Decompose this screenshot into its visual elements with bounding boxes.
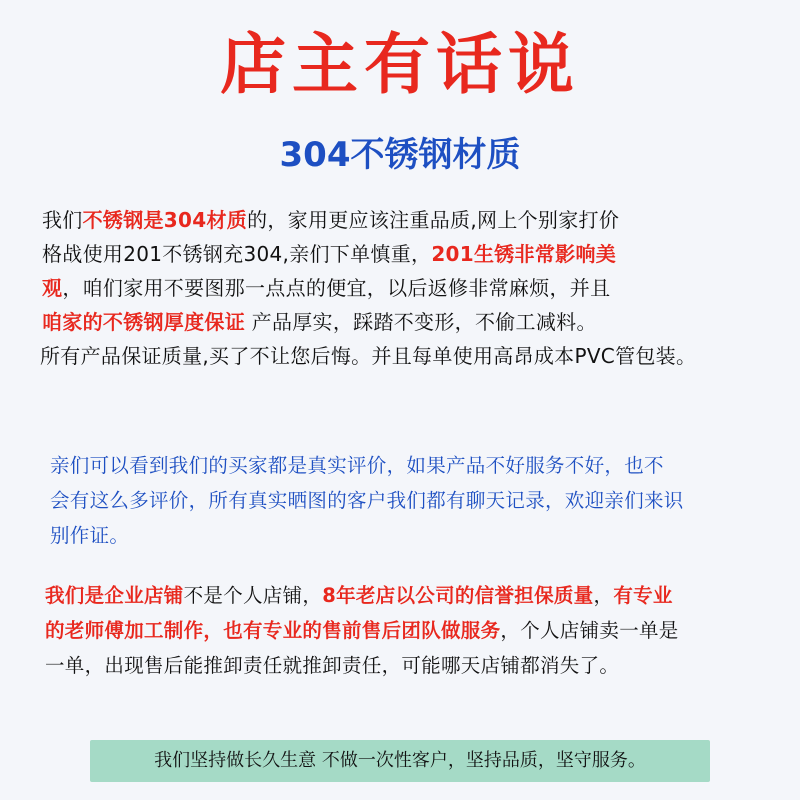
enterprise-line-1: 我们是企业店铺不是个人店铺，8年老店以公司的信誉担保质量，有专业 [45, 584, 673, 607]
reviews-paragraph [50, 448, 770, 553]
page-title: 店主有话说 [220, 26, 580, 103]
reviews-line-2: 会有这么多评价，所有真实晒图的客户我们都有聊天记录，欢迎亲们来识 [50, 489, 684, 512]
footer-banner: 我们坚持做长久生意 不做一次性客户，坚持品质，坚守服务。 [90, 740, 710, 782]
highlight-201: 201生锈非常影响美 [431, 242, 617, 266]
material-line-5: 所有产品保证质量,买了不让您后悔。并且每单使用高昂成本PVC管包装。 [40, 344, 697, 368]
material-line-4: 咱家的不锈钢厚度保证 产品厚实，踩踏不变形，不偷工减料。 [42, 310, 597, 334]
material-line-1: 我们不锈钢是304材质的，家用更应该注重品质,网上个别家打价 [42, 208, 620, 232]
reviews-line-1: 亲们可以看到我们的买家都是真实评价，如果产品不好服务不好，也不 [50, 454, 664, 477]
enterprise-line-3: 一单，出现售后能推卸责任就推卸责任，可能哪天店铺都消失了。 [45, 654, 620, 677]
highlight-304: 不锈钢是304材质 [82, 208, 248, 232]
enterprise-paragraph [45, 578, 775, 683]
material-paragraph [42, 203, 777, 373]
enterprise-line-2: 的老师傅加工制作，也有专业的售前售后团队做服务，个人店铺卖一单是 [45, 619, 679, 642]
highlight-thickness: 咱家的不锈钢厚度保证 [42, 310, 245, 334]
material-line-3: 观，咱们家用不要图那一点点的便宜，以后返修非常麻烦，并且 [42, 276, 611, 300]
page-subtitle: 304不锈钢材质 [279, 135, 521, 175]
reviews-line-3: 别作证。 [50, 524, 130, 547]
material-line-2: 格战使用201不锈钢充304,亲们下单慎重，201生锈非常影响美 [42, 242, 617, 266]
